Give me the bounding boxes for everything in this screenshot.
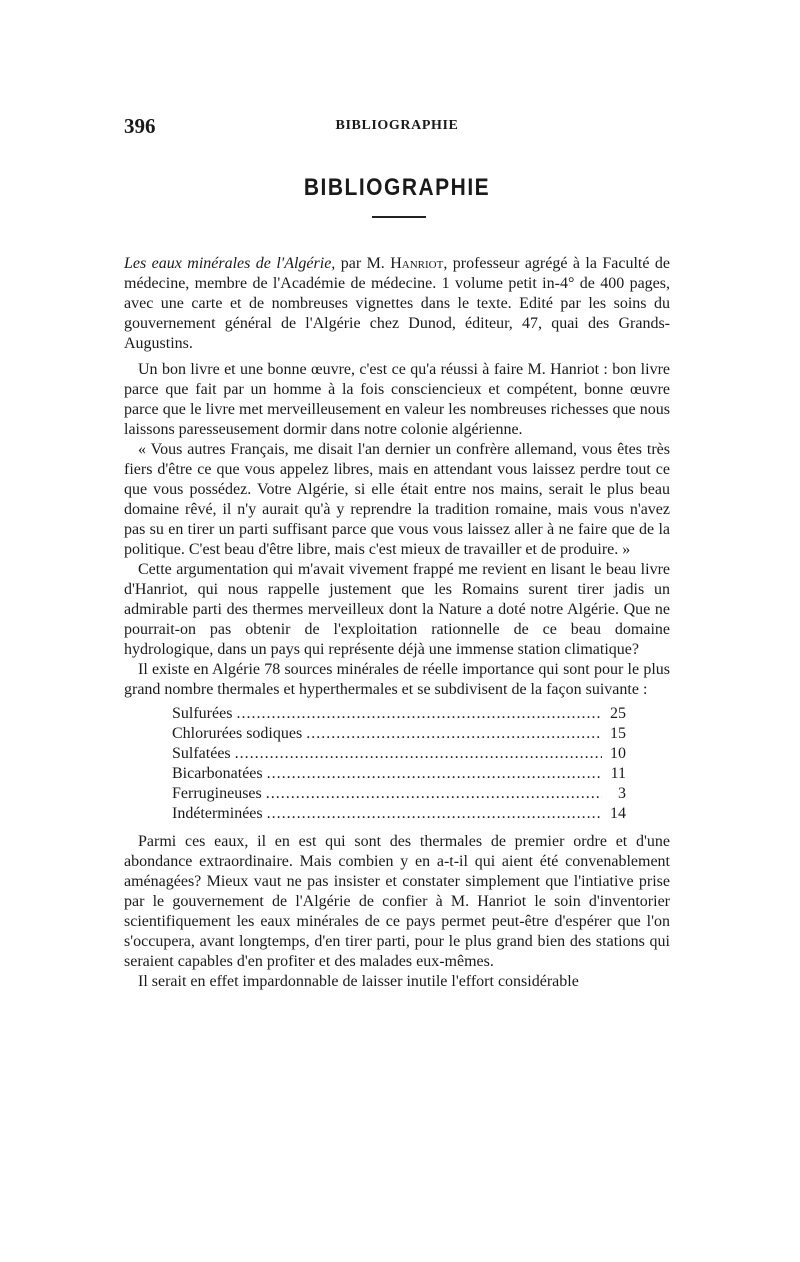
- source-row: [172, 784, 626, 804]
- dot-leader: [266, 784, 602, 804]
- paragraph: Cette argumentation qui m'avait vivement frappé me revient en lisant le beau livre d'Hanriot, qui nous rappelle justement que les Romains surent tirer jadis un admirable parti des thermes merveilleux dont la Nature a doté notre Algérie. Que ne pourrait-on pas obtenir de l'exploitation rationnelle de ce beau domaine hydrologique, dans un pays qui représente déjà une immense station climatique?: [124, 561, 670, 658]
- dot-leader: [306, 724, 602, 744]
- source-count: 15: [610, 725, 626, 742]
- reference-author: Hanriot: [390, 255, 444, 272]
- sources-list: [172, 704, 626, 824]
- paragraph: Il serait en effet impardonnable de laisser inutile l'effort considérable: [138, 973, 579, 990]
- source-count: 25: [610, 705, 626, 722]
- paragraph: Parmi ces eaux, il en est qui sont des thermales de premier ordre et d'une abondance extraordinaire. Mais combien y en a-t-il qui aient été convenablement aménagées? Mieux vaut ne pas insister et constater simplement que l'intiative prise par le gouvernement de l'Algérie de confier à M. Hanriot le soin d'inventorier scientifiquement les eaux minérales de ce pays permet peut-être d'espérer que l'on s'occupera, avant longtemps, d'en tirer parti, pour le plus grand bien des stations qui seraient capables d'en profiter et des malades eux-mêmes.: [124, 833, 670, 970]
- title-rule: [372, 216, 426, 218]
- source-count: 11: [610, 765, 626, 782]
- source-row: [172, 704, 626, 724]
- source-count: 14: [610, 805, 626, 822]
- page-header: [124, 114, 670, 140]
- source-count: 10: [610, 745, 626, 762]
- dot-leader: [267, 764, 602, 784]
- source-name: Bicarbonatées: [172, 765, 263, 782]
- source-row: [172, 744, 626, 764]
- dot-leader: [267, 804, 602, 824]
- source-row: [172, 724, 626, 744]
- source-row: [172, 804, 626, 824]
- paragraph: Un bon livre et une bonne œuvre, c'est ce qu'a réussi à faire M. Hanriot : bon livre parce que fait par un homme à la fois consciencieux et compétent, bonne œuvre parce que le livre met merveilleusement en valeur les nombreuses richesses que nous laissons paresseusement dormir dans notre colonie algérienne.: [124, 361, 670, 438]
- reference-details: , professeur agrégé à la Faculté de médecine, membre de l'Académie de médecine. 1 volume petit in-4° de 400 pages, avec une carte et de nombreuses vignettes dans le texte. Edité par les soins du gouvernement général de l'Algérie chez Dunod, éditeur, 47, quai des Grands-Augustins.: [124, 255, 671, 352]
- article-body: [124, 254, 670, 992]
- section-title: BIBLIOGRAPHIE: [303, 174, 491, 201]
- source-name: Sulfatées: [172, 745, 231, 762]
- reference-by: par M.: [335, 255, 391, 272]
- reference-title: Les eaux minérales de l'Algérie,: [124, 255, 336, 272]
- source-row: [172, 764, 626, 784]
- source-name: Indéterminées: [172, 805, 263, 822]
- page-number: 396: [124, 114, 156, 138]
- dot-leader: [236, 704, 602, 724]
- running-head: BIBLIOGRAPHIE: [335, 118, 459, 133]
- dot-leader: [235, 744, 602, 764]
- paragraph: « Vous autres Français, me disait l'an dernier un confrère allemand, vous êtes très fiers d'être ce que vous appelez libres, mais en attendant vous laissez perdre tout ce que vous possédez. Votre Algérie, si elle était entre nos mains, serait le plus beau domaine rêvé, il n'y aurait qu'à y reprendre la tradition romaine, mais vous n'avez pas su en tirer un parti suffisant parce que vous vous laissez aller à ne faire que de la politique. C'est beau d'être libre, mais c'est mieux de travailler et de produire. »: [124, 441, 670, 558]
- source-name: Ferrugineuses: [172, 785, 262, 802]
- reference-entry: [124, 254, 670, 354]
- paragraph: Il existe en Algérie 78 sources minérales de réelle importance qui sont pour le plus grand nombre thermales et hyperthermales et se subdivisent de la façon suivante :: [124, 661, 670, 698]
- source-count: 3: [618, 785, 626, 802]
- source-name: Sulfurées: [172, 705, 233, 722]
- source-name: Chlorurées sodiques: [172, 725, 303, 742]
